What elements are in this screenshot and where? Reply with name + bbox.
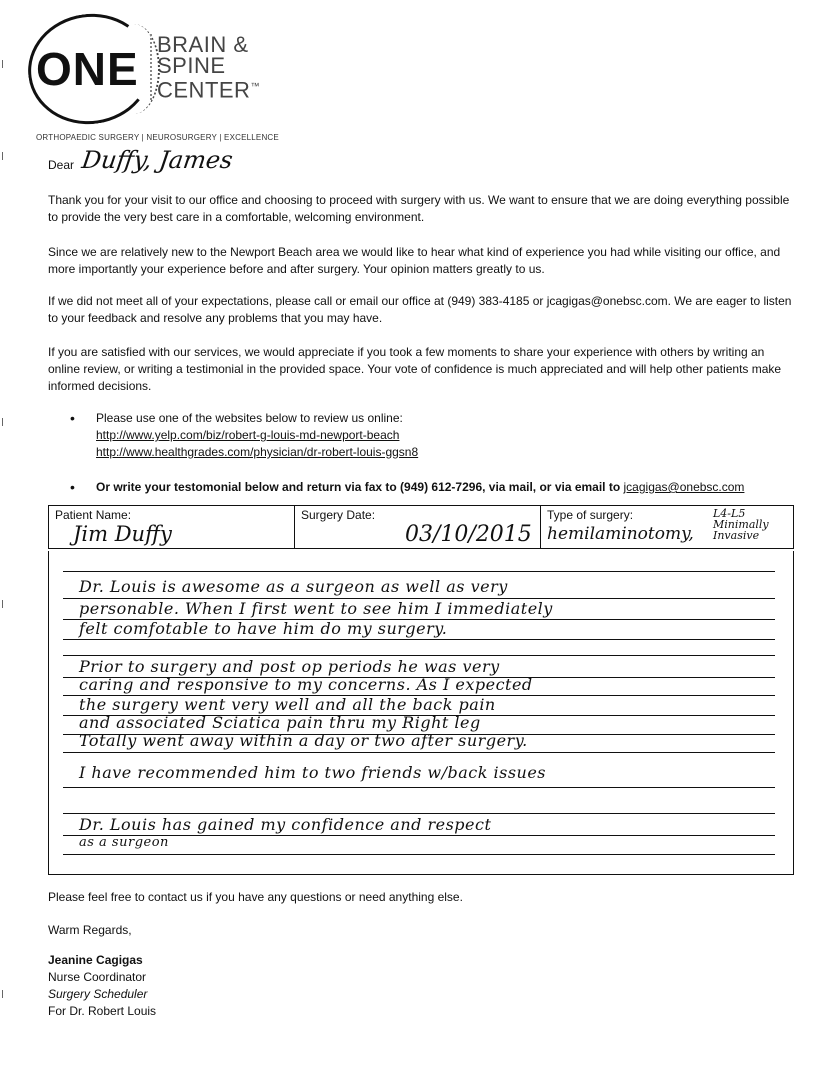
paragraph-experience: Since we are relatively new to the Newport Beach area we would like to hear what kind of experience you had while visiting our office, and more importantly your experience before and after surgery. Your opinion matters greatly to us. — [48, 245, 781, 276]
surgery-type-label: Type of surgery: — [547, 508, 634, 522]
patient-name-value: Jim Duffy — [73, 522, 172, 546]
signer-title: Nurse Coordinator — [48, 970, 147, 984]
testimonial-box — [48, 551, 794, 875]
testimonial-line: personable. When I first went to see him I immediately — [79, 599, 553, 618]
surgery-type-note-1: L4-L5 — [713, 507, 746, 520]
logo-lines — [150, 32, 260, 103]
healthgrades-link[interactable]: http://www.healthgrades.com/physician/dr-robert-louis-ggsn8 — [96, 445, 419, 459]
paragraph-expectations: If we did not meet all of your expectations, please call or email our office at (949) 383-4185 or jcagigas@onebsc.com. We are eager to listen to your feedback and resolve any problems that you may have. — [48, 294, 792, 325]
margin-mark — [2, 60, 3, 68]
testimonial-line: I have recommended him to two friends w/back issues — [79, 763, 547, 782]
ruled-line — [63, 854, 775, 855]
brand-logo — [22, 6, 282, 126]
bullet-write-testimonial — [70, 479, 744, 496]
logo-wordmark: ONE — [36, 43, 139, 95]
closing-regards: Warm Regards, — [48, 923, 132, 937]
surgery-type-note-2: Minimally — [713, 518, 769, 531]
signer-for: For Dr. Robert Louis — [48, 1004, 157, 1018]
bullet-review-online — [70, 410, 418, 461]
testimonial-line: Dr. Louis is awesome as a surgeon as well as very — [79, 577, 508, 596]
email-link[interactable]: jcagigas@onebsc.com — [623, 480, 745, 494]
margin-mark — [2, 990, 3, 998]
patient-name-cell — [49, 506, 295, 548]
ruled-line — [63, 752, 775, 753]
logo-line-3: CENTER™ — [157, 77, 260, 103]
surgery-type-cell — [541, 506, 793, 548]
greeting-dear: Dear — [48, 158, 75, 172]
testimonial-line: felt comfotable to have him do my surgery. — [79, 619, 448, 638]
testimonial-line: caring and responsive to my concerns. As I expected — [79, 675, 533, 694]
signer-name: Jeanine Cagigas — [48, 953, 143, 967]
closing-contact: Please feel free to contact us if you have any questions or need anything else. — [48, 890, 463, 904]
testimonial-line: Totally went away within a day or two after surgery. — [79, 731, 528, 750]
ruled-line — [63, 813, 775, 814]
patient-name-label: Patient Name: — [55, 508, 132, 522]
signer-title-2: Surgery Scheduler — [48, 987, 148, 1001]
surgery-type-note — [713, 508, 769, 541]
surgery-date-cell — [295, 506, 541, 548]
surgery-type-note-3: Invasive — [713, 529, 760, 542]
testimonial-line: as a surgeon — [79, 835, 169, 850]
yelp-link[interactable]: http://www.yelp.com/biz/robert-g-louis-md-newport-beach — [96, 428, 400, 442]
logo-line-2: SPINE — [157, 53, 226, 78]
surgery-date-value: 03/10/2015 — [405, 522, 532, 547]
ruled-line — [63, 639, 775, 640]
logo-tm: ™ — [250, 81, 260, 91]
surgery-date-label: Surgery Date: — [301, 508, 376, 522]
bullet-review-text: Please use one of the websites below to review us online: — [96, 411, 403, 425]
margin-mark — [2, 418, 3, 426]
testimonial-line: Dr. Louis has gained my confidence and respect — [79, 815, 492, 834]
bullet-dot: • — [70, 410, 75, 426]
surgery-type-value: hemilaminotomy, — [547, 524, 694, 544]
margin-mark — [2, 152, 3, 160]
bullet-dot: • — [70, 479, 75, 495]
logo-line-1: BRAIN & — [157, 32, 249, 57]
ruled-line — [63, 655, 775, 656]
testimonial-line: the surgery went very well and all the back pain — [79, 695, 496, 714]
form-header — [48, 505, 794, 549]
ruled-line — [63, 571, 775, 572]
bullet-testimonial-text: Or write your testomonial below and return via fax to (949) 612-7296, via mail, or via email to jcagigas@onebsc.com — [96, 480, 745, 494]
paragraph-review-request: If you are satisfied with our services, we would appreciate if you took a few moments to share your experience with others by writing an online review, or writing a testimonial in the provided space. Your vote of confidence is much appreciated and will help other patients make informed decisions. — [48, 345, 782, 393]
margin-mark — [2, 600, 3, 608]
tagline: ORTHOPAEDIC SURGERY | NEUROSURGERY | EXCELLENCE — [36, 133, 279, 142]
greeting-handwritten-name: Duffy, James — [80, 146, 235, 174]
testimonial-line: and associated Sciatica pain thru my Right leg — [79, 713, 481, 732]
paragraph-intro: Thank you for your visit to our office and choosing to proceed with surgery with us. We want to ensure that we are doing everything possible to provide the very best care in a comfortable, welcoming environment. — [48, 193, 790, 224]
signature-block — [48, 952, 156, 1020]
testimonial-line: Prior to surgery and post op periods he was very — [79, 657, 500, 676]
ruled-line — [63, 787, 775, 788]
ruled-line — [63, 835, 775, 836]
